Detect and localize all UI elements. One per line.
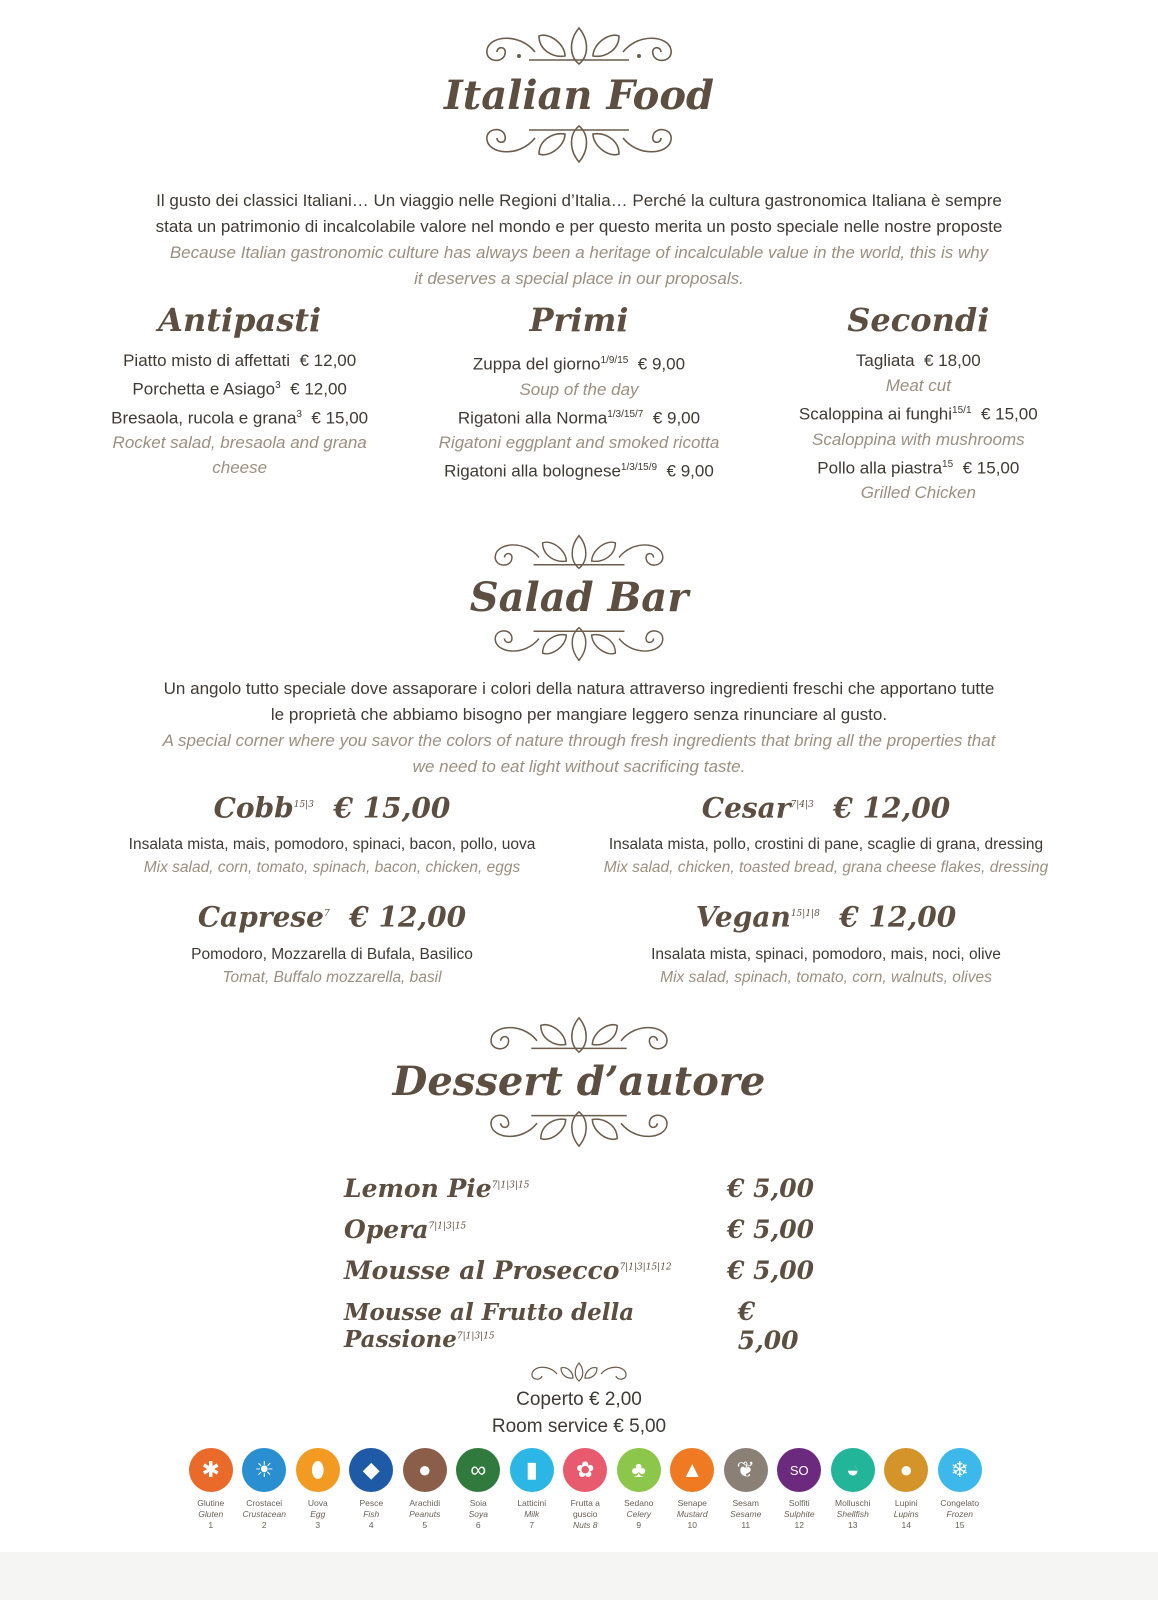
menu-item: Bresaola, rucola e grana$^3$ € 15,00 — [111, 408, 369, 428]
menu-item: Pollo alla piastra$^{15}$ € 15,00 — [817, 458, 1020, 478]
salad-description: Insalata mista, mais, pomodoro, spinaci, bacon, pollo, uova — [128, 836, 536, 854]
salad-section — [0, 530, 1158, 989]
flourish-top-icon — [479, 530, 679, 574]
allergen-number: 2 — [261, 1520, 267, 1530]
flourish-bottom-icon — [479, 622, 679, 666]
italian-section — [0, 22, 1158, 505]
allergen-item — [238, 1448, 292, 1531]
dessert-row — [344, 1256, 814, 1297]
salad-name: Cesar — [701, 791, 791, 825]
allergen-item — [826, 1448, 880, 1531]
italian-intro-en-line2: it deserves a special place in our proposals. — [414, 269, 744, 288]
allergen-number: 15 — [955, 1520, 965, 1530]
salad-intro-en-line1: A special corner where you savor the colors of nature through fresh ingredients that bring all the properties that — [162, 731, 996, 750]
allergen-label-it: Pesce — [359, 1498, 384, 1508]
secondi-column — [749, 300, 1088, 505]
allergen-label-it: Uova — [307, 1498, 328, 1508]
allergen-label-it: Lupini — [894, 1498, 918, 1508]
allergen-label-en: Gluten — [198, 1509, 224, 1519]
celery-icon: ♣ — [617, 1448, 661, 1492]
allergen-label-it: Congelato — [940, 1498, 980, 1508]
menu-item: Rigatoni alla bolognese$^{1/3/15/9}$ € 9,00 — [444, 461, 714, 481]
allergen-number: 14 — [901, 1520, 911, 1530]
allergen-label-it: Solfiti — [788, 1498, 810, 1508]
dessert-price: € 5,00 — [737, 1297, 799, 1355]
secondi-heading: Secondi — [847, 301, 990, 339]
allergen-item — [559, 1448, 613, 1531]
egg-icon: ⬮ — [296, 1448, 340, 1492]
dessert-title: Dessert d’autore — [392, 1058, 766, 1105]
allergen-label-it: Sesam — [732, 1498, 759, 1508]
allergen-item — [452, 1448, 506, 1531]
allergen-label-en: Frozen — [946, 1509, 973, 1519]
allergen-label-en: Mustard — [676, 1509, 708, 1519]
allergen-item — [880, 1448, 934, 1531]
shell-icon: ◒ — [831, 1448, 875, 1492]
peanut-icon: ● — [403, 1448, 447, 1492]
salad-price: € 12,00 — [833, 791, 951, 825]
mustard-icon: ▲ — [670, 1448, 714, 1492]
salad-price: € 12,00 — [349, 900, 467, 934]
dessert-section — [0, 1012, 1158, 1440]
salad-price: € 12,00 — [839, 900, 957, 934]
allergen-number: 4 — [368, 1520, 374, 1530]
menu-item: Zuppa del giorno$^{1/9/15}$ € 9,00 — [472, 354, 686, 374]
italian-title: Italian Food — [444, 72, 714, 119]
salad-description-translation: Mix salad, chicken, toasted bread, grana cheese flakes, dressing — [603, 859, 1049, 877]
allergen-label-it: Frutta a guscio — [570, 1498, 600, 1519]
allergen-label-en: Shellfish — [836, 1509, 869, 1519]
menu-item-translation: cheese — [212, 458, 268, 478]
salad-item-vegan: Vegan$^{15|1|8}$ € 12,00 Insalata mista, spinaci, pomodoro, mais, noci, olive Mix salad, spinach, tomato, corn, walnuts, olives — [594, 895, 1058, 988]
milk-icon: ▮ — [510, 1448, 554, 1492]
allergen-label-en: Fish — [363, 1509, 380, 1519]
allergen-number: 12 — [794, 1520, 804, 1530]
dessert-name: Mousse al Prosecco$^{7|1|3|15|12}$ — [344, 1256, 672, 1285]
menu-item-translation: Rocket salad, bresaola and grana — [112, 433, 367, 453]
small-flourish-icon — [527, 1360, 631, 1384]
salad-description-translation: Mix salad, spinach, tomato, corn, walnuts, olives — [660, 968, 992, 986]
menu-item-translation: Grilled Chicken — [860, 483, 976, 503]
allergen-item — [773, 1448, 827, 1531]
menu-item-translation: Scaloppina with mushrooms — [812, 429, 1025, 449]
allergen-item — [719, 1448, 773, 1531]
allergen-label-en: Egg — [310, 1509, 326, 1519]
allergen-label-en: Nuts 8 — [572, 1520, 598, 1530]
menu-item-translation: Soup of the day — [519, 379, 639, 399]
primi-column — [409, 300, 748, 505]
allergen-item — [505, 1448, 559, 1531]
menu-item: Porchetta e Asiago$^3$ € 12,00 — [132, 379, 347, 399]
dessert-row — [344, 1297, 814, 1355]
nut-icon: ✿ — [563, 1448, 607, 1492]
allergen-label-it: Molluschi — [835, 1498, 871, 1508]
allergen-item — [612, 1448, 666, 1531]
allergen-label-it: Latticini — [517, 1498, 547, 1508]
allergen-number: 1 — [208, 1520, 214, 1530]
crab-icon: ☀ — [242, 1448, 286, 1492]
allergen-number: 6 — [475, 1520, 481, 1530]
flourish-top-icon — [474, 1012, 684, 1058]
allergen-legend — [184, 1448, 987, 1531]
primi-heading: Primi — [529, 301, 629, 339]
allergen-label-en: Celery — [626, 1509, 652, 1519]
allergen-label-it: Sedano — [624, 1498, 654, 1508]
dessert-name: Lemon Pie$^{7|1|3|15}$ — [344, 1174, 530, 1203]
allergen-item — [933, 1448, 987, 1531]
dessert-row — [344, 1174, 814, 1215]
allergen-number: 7 — [529, 1520, 535, 1530]
salad-description-translation: Tomat, Buffalo mozzarella, basil — [222, 968, 442, 986]
allergen-label-it: Glutine — [197, 1498, 225, 1508]
allergen-label-it: Arachidi — [409, 1498, 441, 1508]
allergen-label-en: Lupins — [893, 1509, 919, 1519]
antipasti-heading: Antipasti — [158, 301, 322, 339]
allergen-item — [666, 1448, 720, 1531]
sesame-icon: ❦ — [724, 1448, 768, 1492]
allergen-label-en: Sesame — [730, 1509, 762, 1519]
salad-name: Cobb — [213, 791, 294, 825]
room-service-price: Room service € 5,00 — [491, 1416, 667, 1437]
allergen-number: 13 — [848, 1520, 858, 1530]
allergen-item — [398, 1448, 452, 1531]
allergen-number: 5 — [422, 1520, 428, 1530]
menu-item: Tagliata € 18,00 — [855, 351, 981, 370]
allergen-item — [345, 1448, 399, 1531]
dessert-row — [344, 1215, 814, 1256]
menu-item: Scaloppina ai funghi$^{15/1}$ € 15,00 — [798, 404, 1038, 424]
italian-intro-it-line1: Il gusto dei classici Italiani… Un viaggio nelle Regioni d’Italia… Perché la cultura gastronomica Italiana è sempre — [156, 191, 1002, 210]
dessert-price: € 5,00 — [727, 1215, 814, 1244]
salad-title: Salad Bar — [469, 574, 689, 621]
allergen-number: 3 — [315, 1520, 321, 1530]
sulphite-icon: SO — [777, 1448, 821, 1492]
salad-description: Insalata mista, pollo, crostini di pane, scaglie di grana, dressing — [608, 836, 1044, 854]
wheat-icon: ✱ — [189, 1448, 233, 1492]
salad-description: Pomodoro, Mozzarella di Bufala, Basilico — [191, 945, 473, 963]
menu-item: Piatto misto di affettati € 12,00 — [123, 351, 357, 370]
dessert-price: € 5,00 — [727, 1256, 814, 1285]
antipasti-column — [70, 300, 409, 505]
allergen-label-en: Soya — [468, 1509, 488, 1519]
flourish-bottom-icon — [474, 1106, 684, 1152]
salad-name: Caprese — [197, 900, 324, 934]
salad-intro-en-line2: we need to eat light without sacrificing taste. — [412, 757, 746, 776]
allergen-item — [291, 1448, 345, 1531]
allergen-number: 11 — [741, 1520, 751, 1530]
salad-price: € 15,00 — [333, 791, 451, 825]
allergen-label-en: Milk — [524, 1509, 540, 1519]
salad-item-cesar: Cesar$^{7|4|3}$ € 12,00 Insalata mista, pollo, crostini di pane, scaglie di grana, dressing Mix salad, chicken, toasted bread, grana cheese flakes, dressing — [594, 786, 1058, 879]
lupin-icon: ● — [884, 1448, 928, 1492]
salad-item-cobb: Cobb$^{15|3}$ € 15,00 Insalata mista, mais, pomodoro, spinaci, bacon, pollo, uova Mix salad, corn, tomato, spinach, bacon, chicken, eggs — [100, 786, 564, 879]
allergen-label-en: Sulphite — [783, 1509, 815, 1519]
allergen-label-en: Peanuts — [409, 1509, 441, 1519]
allergen-label-en: Crustacean — [242, 1509, 286, 1519]
allergen-label-it: Crostacei — [246, 1498, 283, 1508]
salad-name: Vegan — [695, 900, 791, 934]
coperto-price: Coperto € 2,00 — [516, 1389, 642, 1410]
salad-description: Insalata mista, spinaci, pomodoro, mais, noci, olive — [651, 945, 1001, 963]
snowflake-icon: ❄ — [938, 1448, 982, 1492]
dessert-name: Opera$^{7|1|3|15}$ — [344, 1215, 467, 1244]
bottom-strip — [0, 1552, 1158, 1600]
salad-intro-it-line2: le proprietà che abbiamo bisogno per mangiare leggero senza rinunciare al gusto. — [270, 705, 888, 724]
italian-intro-it-line2: stata un patrimonio di incalcolabile valore nel mondo e per questo merita un posto speciale nelle nostre proposte — [155, 217, 1003, 236]
dessert-list — [344, 1174, 814, 1355]
allergen-label-it: Senape — [677, 1498, 707, 1508]
fish-icon: ◆ — [349, 1448, 393, 1492]
menu-item: Rigatoni alla Norma$^{1/3/15/7}$ € 9,00 — [457, 408, 701, 428]
allergen-label-it: Soia — [469, 1498, 487, 1508]
allergen-number: 9 — [636, 1520, 642, 1530]
allergen-item — [184, 1448, 238, 1531]
soy-icon: ∞ — [456, 1448, 500, 1492]
salad-item-caprese: Caprese$^7$ € 12,00 Pomodoro, Mozzarella di Bufala, Basilico Tomat, Buffalo mozzarella, basil — [100, 895, 564, 988]
italian-intro-en-line1: Because Italian gastronomic culture has always been a heritage of incalculable value in the world, this is why — [169, 243, 989, 262]
dessert-price: € 5,00 — [727, 1174, 814, 1203]
salad-intro-it-line1: Un angolo tutto speciale dove assaporare i colori della natura attraverso ingredienti freschi che apportano tutte — [163, 679, 995, 698]
flourish-bottom-icon — [469, 120, 689, 168]
menu-item-translation: Rigatoni eggplant and smoked ricotta — [438, 433, 720, 453]
salad-description-translation: Mix salad, corn, tomato, spinach, bacon, chicken, eggs — [143, 859, 521, 877]
allergen-number: 10 — [687, 1520, 697, 1530]
dessert-name: Mousse al Frutto della Passione$^{7|1|3|15}$ — [344, 1299, 635, 1353]
menu-item-translation: Meat cut — [885, 376, 951, 395]
flourish-top-icon — [469, 22, 689, 70]
